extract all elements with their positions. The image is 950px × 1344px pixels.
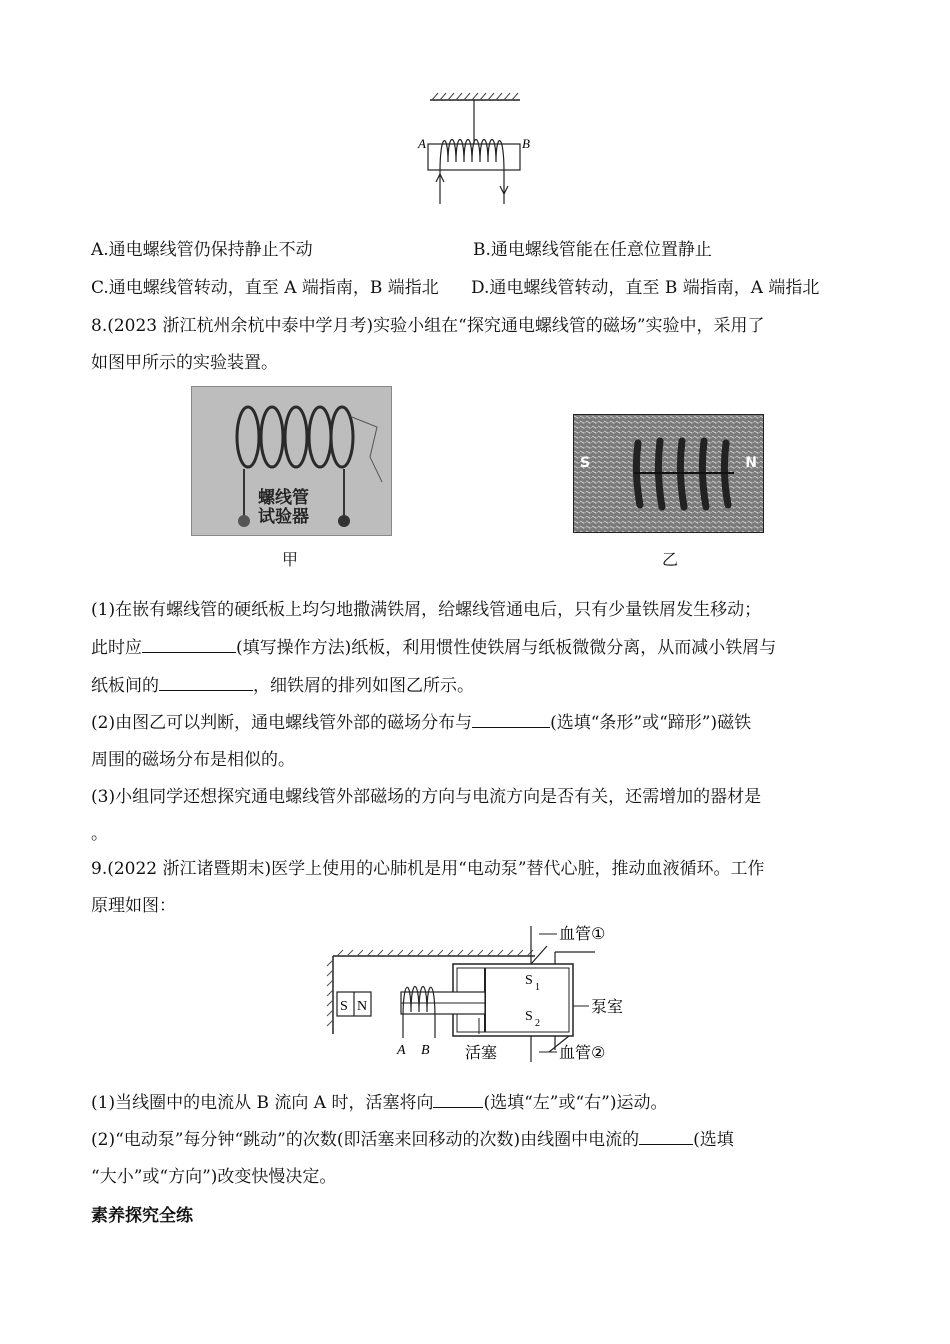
q8-part1-line3-a: 纸板间的 <box>91 676 159 696</box>
q9-part1-b: (选填“左”或“右”)运动。 <box>483 1093 668 1113</box>
figure-electric-pump <box>325 922 635 1068</box>
valve-s1-label: S <box>525 973 533 988</box>
q8-part3-line2: 。 <box>91 824 108 844</box>
pole-s: S <box>580 455 591 471</box>
q8-part2-line1 <box>91 712 751 734</box>
q8-part1-line2-b: (填写操作方法)纸板，利用惯性使铁屑与纸板微微分离，从而减小铁屑与 <box>236 638 777 658</box>
q8-part1-line2 <box>91 637 776 659</box>
q8-part2-line1-a: (2)由图乙可以判断，通电螺线管外部的磁场分布与 <box>91 713 473 733</box>
photo-jia <box>191 386 392 536</box>
q7-option-b: B.通电螺线管能在任意位置静止 <box>473 240 712 260</box>
q9-stem-line1: 9.(2022 浙江诸暨期末)医学上使用的心肺机是用“电动泵”替代心脏，推动血液循环。工作 <box>91 859 765 879</box>
coil-label-b: B <box>421 1043 430 1058</box>
answer-blank-2[interactable] <box>159 675 253 691</box>
q8-part1-line3 <box>91 675 474 697</box>
q8-part1-line1: (1)在嵌有螺线管的硬纸板上均匀地撒满铁屑，给螺线管通电后，只有少量铁屑发生移动； <box>91 600 762 620</box>
label-pump-chamber: 泵室 <box>591 997 624 1016</box>
figure-suspended-solenoid <box>410 92 530 210</box>
caption-jia: 甲 <box>282 550 299 569</box>
q7-option-c: C.通电螺线管转动，直至 A 端指南，B 端指北 <box>91 278 439 298</box>
photo-yi <box>573 414 764 533</box>
magnet-n: N <box>357 999 368 1014</box>
section-title: 素养探究全练 <box>91 1206 193 1226</box>
label-a: A <box>418 136 426 151</box>
valve-s1-sub: 1 <box>535 982 540 993</box>
label-b: B <box>522 136 530 151</box>
q8-part1-line3-b: ，细铁屑的排列如图乙所示。 <box>253 676 474 696</box>
caption-yi: 乙 <box>662 550 679 569</box>
magnet-s: S <box>340 999 348 1014</box>
q9-part2-line1-a: (2)“电动泵”每分钟“跳动”的次数(即活塞来回移动的次数)由线圈中电流的 <box>91 1130 640 1150</box>
q7-option-a: A.通电螺线管仍保持静止不动 <box>91 240 313 260</box>
photo-jia-label: 螺线管 试验器 <box>258 488 309 527</box>
q9-part2-line1-b: (选填 <box>693 1130 734 1150</box>
coil-label-a: A <box>397 1043 406 1058</box>
q8-stem-line2: 如图甲所示的实验装置。 <box>91 353 278 373</box>
q9-part2-line2: “大小”或“方向”)改变快慢决定。 <box>91 1167 337 1187</box>
q9-part1-a: (1)当线圈中的电流从 B 流向 A 时，活塞将向 <box>91 1093 434 1113</box>
valve-s2-sub: 2 <box>535 1018 540 1029</box>
q9-part1 <box>91 1092 668 1114</box>
answer-blank-1[interactable] <box>142 637 236 653</box>
answer-blank-4[interactable] <box>433 1092 483 1108</box>
q7-option-d: D.通电螺线管转动，直至 B 端指南，A 端指北 <box>471 278 820 298</box>
q8-part2-line2: 周围的磁场分布是相似的。 <box>91 750 295 770</box>
q8-stem-line1: 8.(2023 浙江杭州余杭中泰中学月考)实验小组在“探究通电螺线管的磁场”实验中，采用了 <box>91 316 765 336</box>
label-vessel-1: 血管① <box>559 924 606 943</box>
pole-n: N <box>745 455 757 471</box>
answer-blank-5[interactable] <box>639 1129 693 1145</box>
q8-part3-line1: (3)小组同学还想探究通电螺线管外部磁场的方向与电流方向是否有关，还需增加的器材是 <box>91 787 762 807</box>
answer-blank-3[interactable] <box>472 712 550 728</box>
q9-stem-line2: 原理如图： <box>91 896 176 916</box>
valve-s2-label: S <box>525 1009 533 1024</box>
label-vessel-2: 血管② <box>559 1043 606 1062</box>
q8-part1-line2-a: 此时应 <box>91 638 142 658</box>
q9-part2-line1 <box>91 1129 734 1151</box>
label-piston: 活塞 <box>465 1043 498 1062</box>
q8-part2-line1-b: (选填“条形”或“蹄形”)磁铁 <box>550 713 752 733</box>
